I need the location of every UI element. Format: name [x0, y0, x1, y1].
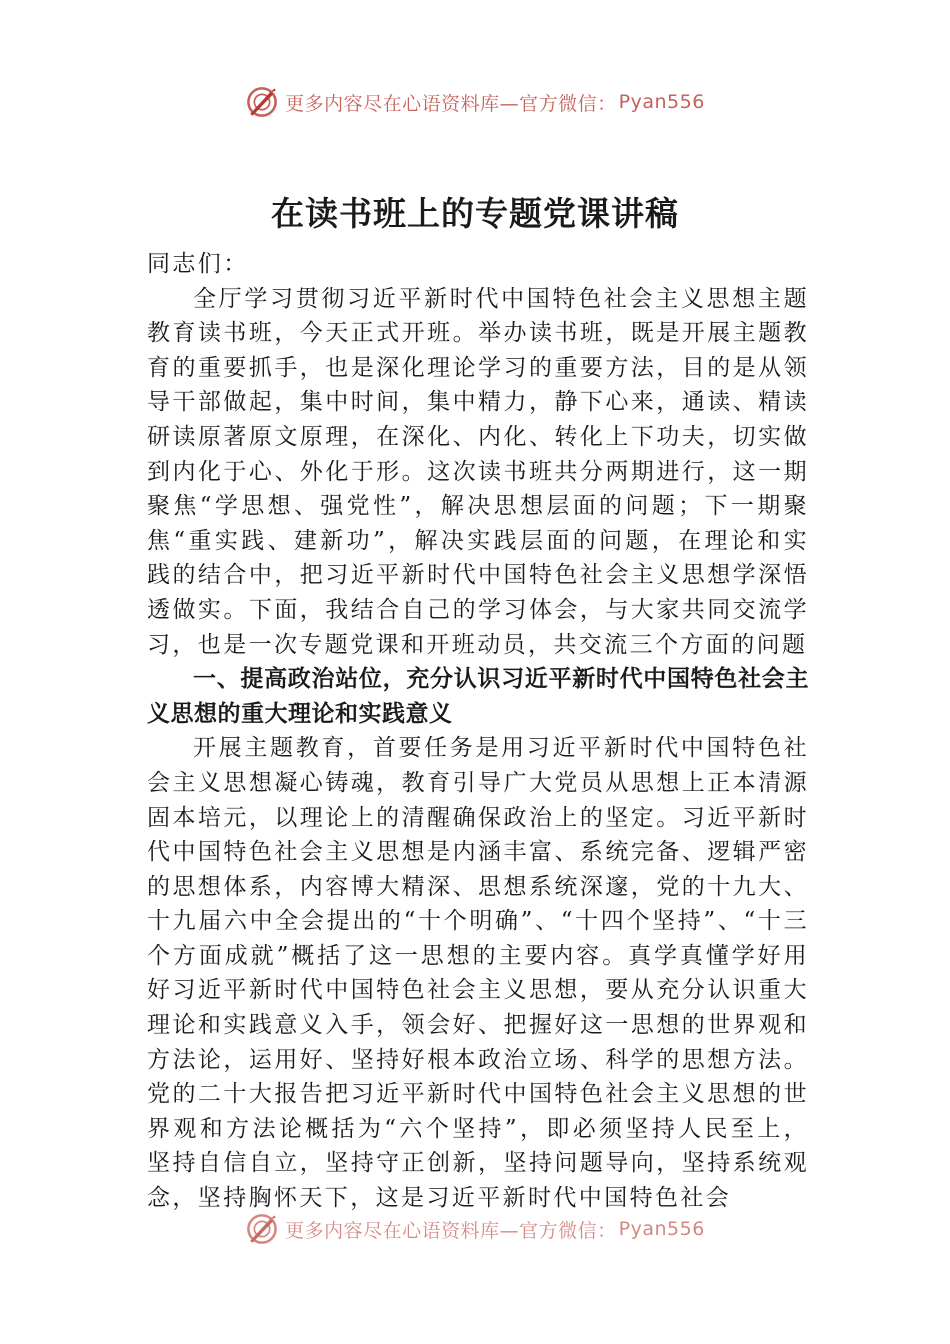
watermark-wechat-id: Pyan556 [618, 1218, 705, 1240]
document-title: 在读书班上的专题党课讲稿 [271, 194, 679, 233]
watermark-text: 更多内容尽在心语资料库—官方微信： [285, 1219, 617, 1242]
watermark-text: 更多内容尽在心语资料库—官方微信： [285, 92, 617, 115]
footer-watermark [0, 1209, 950, 1249]
paragraph-2: 开展主题教育，首要任务是用习近平新时代中国特色社会主义思想凝心铸魂，教育引导广大党员从思想上正本清源固本培元，以理论上的清醒确保政治上的坚定。习近平新时代中国特色社会主义思想是内涵丰富、系统完备、逻辑严密的思想体系，内容博大精深、思想系统深邃，党的十九大、十九届六中全会提出的“十个明确”、“十四个坚持”、“十三个方面成就”概括了这一思想的主要内容。真学真懂学好用好习近平新时代中国特色社会主义思想，要从充分认识重大理论和实践意义入手，领会好、把握好这一思想的世界观和方法论，运用好、坚持好根本政治立场、科学的思想方法。党的二十大报告把习近平新时代中国特色社会主义思想的世界观和方法论概括为“六个坚持”，即必须坚持人民至上，坚持自信自立，坚持守正创新，坚持问题导向，坚持系统观念，坚持胸怀天下，这是习近平新时代中国特色社会 [147, 735, 809, 1212]
paragraph-1: 全厅学习贯彻习近平新时代中国特色社会主义思想主题教育读书班，今天正式开班。举办读书班，既是开展主题教育的重要抓手，也是深化理论学习的重要方法，目的是从领导干部做起，集中时间，集中精力，静下心来，通读、精读研读原著原文原理，在深化、内化、转化上下功夫，切实做到内化于心、外化于形。这次读书班共分两期进行，这一期聚焦“学思想、强党性”，解决思想层面的问题；下一期聚焦“重实践、建新功”，解决实践层面的问题，在理论和实践的结合中，把习近平新时代中国特色社会主义思想学深悟透做实。下面，我结合自己的学习体会，与大家共同交流学习，也是一次专题党课和开班动员，共交流三个方面的问题 [147, 285, 809, 658]
watermark-wechat-id: Pyan556 [618, 91, 705, 113]
pen-logo-icon [245, 1212, 279, 1246]
greeting: 同志们： [147, 251, 249, 277]
document-content [147, 247, 809, 1216]
section-heading-1: 一、提高政治站位，充分认识习近平新时代中国特色社会主义思想的重大理论和实践意义 [147, 666, 809, 727]
